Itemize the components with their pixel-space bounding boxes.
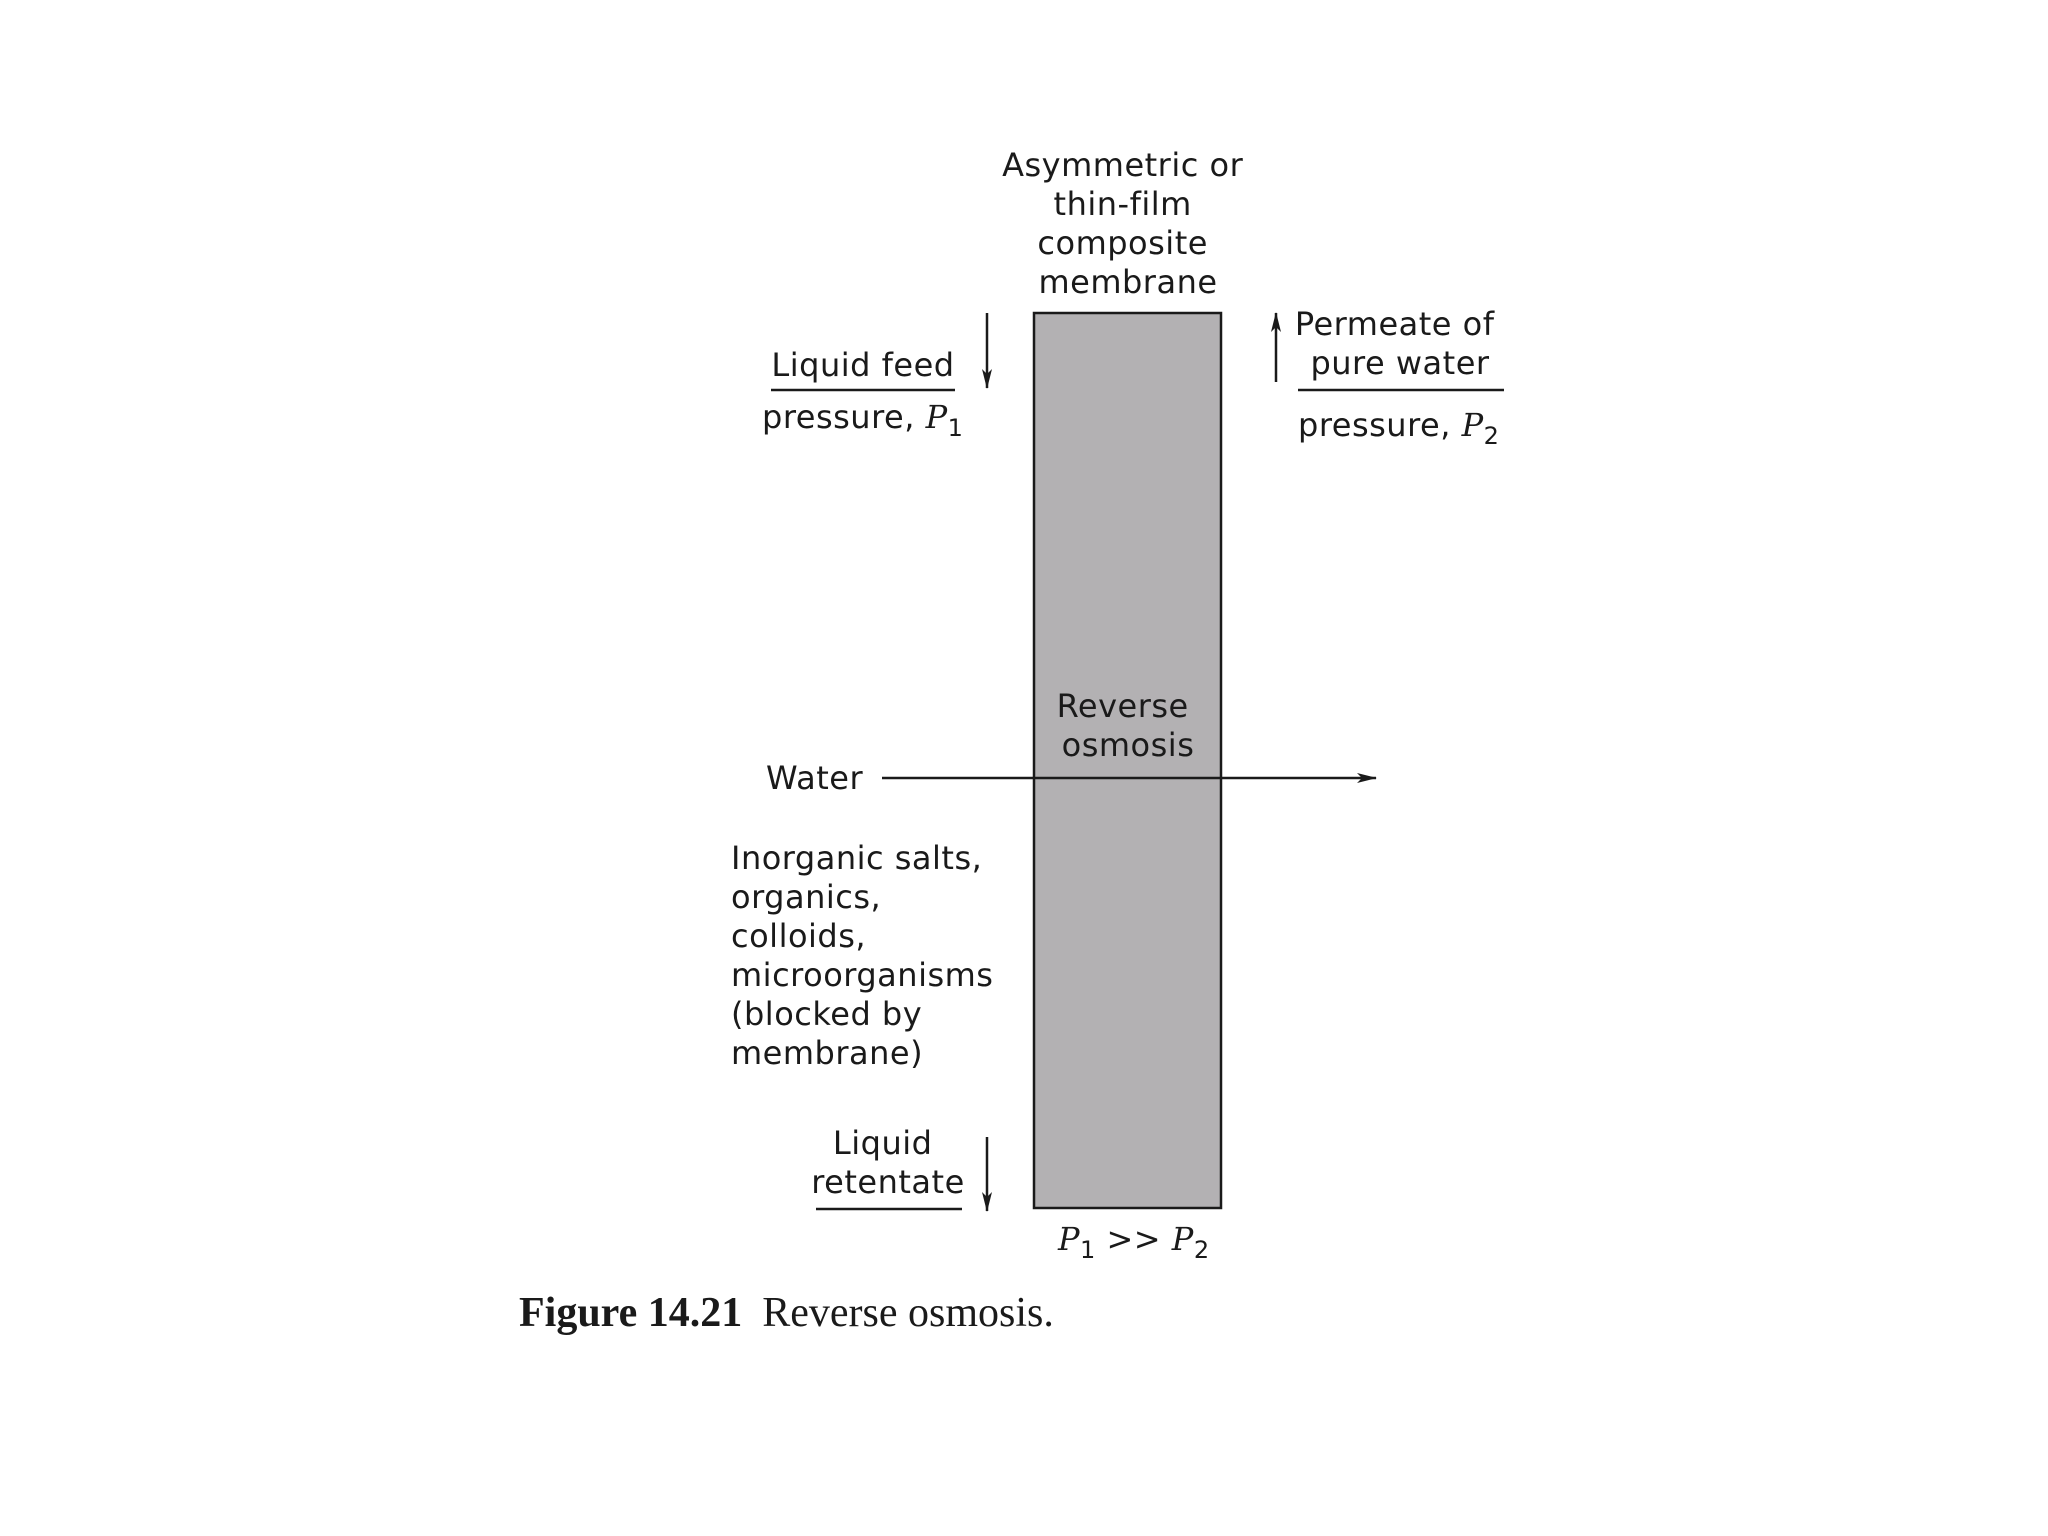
- blocked-species-line: (blocked by: [731, 995, 923, 1033]
- blocked-species-line: microorganisms: [731, 956, 994, 994]
- membrane-label-line: thin-film: [1053, 185, 1192, 223]
- pressure-relation: [1057, 1220, 1210, 1264]
- retentate-label-line: retentate: [811, 1163, 965, 1201]
- reverse-osmosis-line: Reverse: [1056, 687, 1189, 725]
- figure-caption: [519, 1290, 1054, 1336]
- permeate-pressure-label: [1298, 406, 1499, 450]
- membrane-label-line: Asymmetric or: [1002, 146, 1244, 184]
- permeate-pressure-var: P: [1461, 406, 1484, 444]
- blocked-species-line: colloids,: [731, 917, 867, 955]
- blocked-species-label: [731, 839, 1004, 1072]
- figure-caption-text: Reverse osmosis.: [762, 1290, 1054, 1336]
- retentate-label-line: Liquid: [832, 1124, 933, 1162]
- pressure-relation-operator: >>: [1095, 1220, 1172, 1258]
- membrane-label-line: membrane: [1038, 263, 1218, 301]
- membrane-label-line: composite: [1037, 224, 1208, 262]
- pressure-relation-sub1: 1: [1080, 1236, 1096, 1264]
- feed-pressure-var: P: [925, 398, 948, 436]
- reverse-osmosis-line: osmosis: [1061, 726, 1195, 764]
- figure-caption-number: Figure 14.21: [519, 1290, 743, 1336]
- reverse-osmosis-label: [1057, 687, 1200, 764]
- retentate-label: [811, 1124, 965, 1201]
- feed-pressure-label: [762, 398, 963, 442]
- liquid-feed-label: Liquid feed: [771, 346, 955, 384]
- permeate-label-line: Permeate of: [1294, 305, 1495, 343]
- blocked-species-line: organics,: [731, 878, 882, 916]
- permeate-pressure-text: pressure,: [1298, 406, 1462, 444]
- feed-pressure-sub: 1: [947, 414, 964, 442]
- blocked-species-line: Inorganic salts,: [731, 839, 983, 877]
- blocked-species-line: membrane): [731, 1034, 924, 1072]
- pressure-relation-var1: P: [1058, 1220, 1081, 1258]
- water-label: Water: [766, 759, 864, 797]
- membrane-label: [1002, 146, 1254, 301]
- permeate-pressure-sub: 2: [1483, 422, 1500, 450]
- permeate-label-line: pure water: [1310, 344, 1490, 382]
- feed-pressure-text: pressure,: [762, 398, 926, 436]
- pressure-relation-var2: P: [1171, 1220, 1194, 1258]
- pressure-relation-sub2: 2: [1193, 1236, 1210, 1264]
- permeate-label: [1295, 305, 1505, 382]
